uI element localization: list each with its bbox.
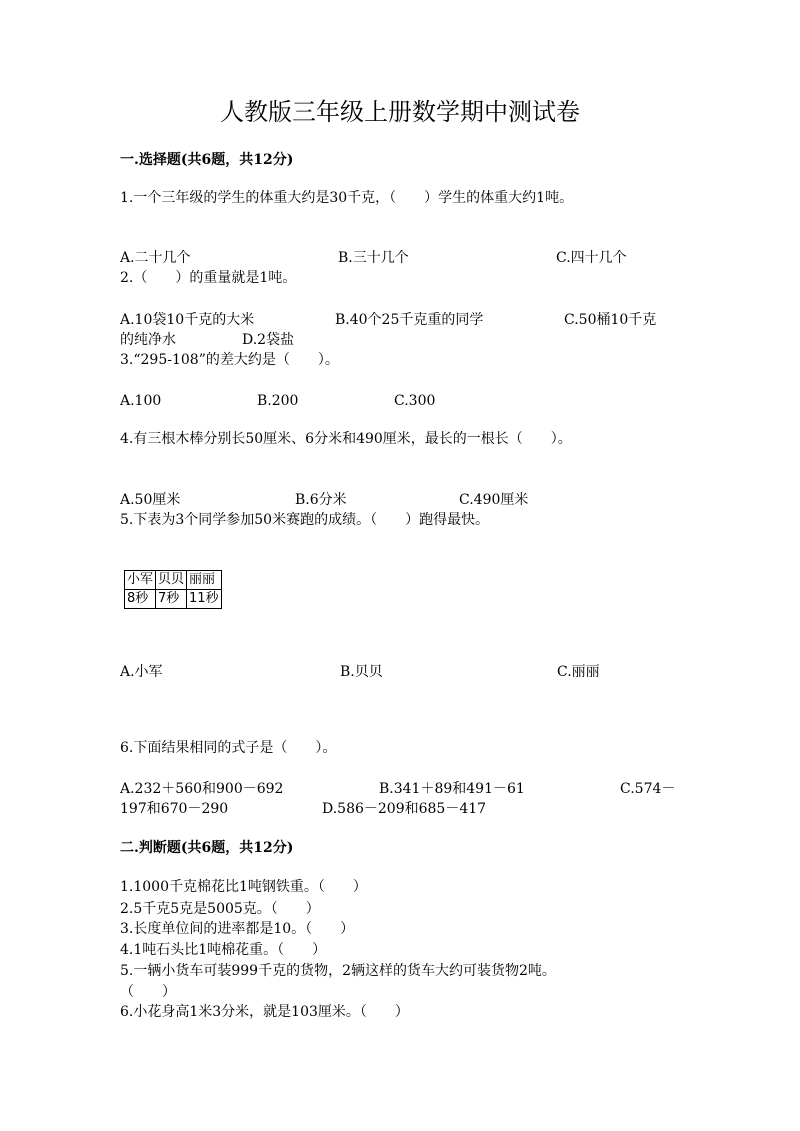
judge-item-1: 1.1000千克棉花比1吨钢铁重。（ ） — [120, 879, 367, 895]
judge-item-5: 5.一辆小货车可装999千克的货物，2辆这样的货车大约可装货物2吨。 — [120, 963, 556, 979]
table-header-row — [125, 571, 222, 590]
question-5-option-c: C.丽丽 — [557, 664, 600, 680]
question-4-stem: 4.有三根木棒分别长50厘米、6分米和490厘米，最长的一根长（ ）。 — [120, 431, 572, 447]
question-2-stem: 2.（ ）的重量就是1吨。 — [120, 270, 297, 286]
question-3-option-a: A.100 — [120, 393, 162, 409]
question-4-option-b: B.6分米 — [295, 492, 347, 508]
table-header-cell: 丽丽 — [187, 571, 222, 590]
question-1-option-a: A.二十几个 — [120, 250, 191, 266]
judge-item-5-bracket: （ ） — [120, 984, 176, 1000]
question-3-option-b: B.200 — [257, 393, 299, 409]
question-2-option-a: A.10袋10千克的大米 — [120, 312, 255, 328]
question-2-option-c-continued: 的纯净水 — [120, 332, 176, 348]
judge-item-4: 4.1吨石头比1吨棉花重。（ ） — [120, 942, 327, 958]
question-1-option-c: C.四十几个 — [556, 250, 627, 266]
table-cell: 7秒 — [156, 590, 187, 609]
question-6-option-a: A.232＋560和900－692 — [120, 781, 284, 797]
question-5-stem: 5.下表为3个同学参加50米赛跑的成绩。（ ）跑得最快。 — [120, 512, 490, 528]
question-5-option-a: A.小军 — [120, 664, 163, 680]
race-results-table — [124, 570, 222, 609]
question-5-option-b: B.贝贝 — [340, 664, 383, 680]
page-title: 人教版三年级上册数学期中测试卷 — [220, 98, 580, 126]
question-6-stem: 6.下面结果相同的式子是（ ）。 — [120, 740, 337, 756]
judge-item-2: 2.5千克5克是5005克。（ ） — [120, 901, 320, 917]
section-heading-choice: 一.选择题(共6题，共12分) — [120, 152, 294, 168]
section-heading-judge: 二.判断题(共6题，共12分) — [120, 840, 294, 856]
question-3-option-c: C.300 — [394, 393, 436, 409]
question-6-option-c: C.574－ — [620, 781, 676, 797]
question-1-stem: 1.一个三年级的学生的体重大约是30千克，（ ）学生的体重大约1吨。 — [120, 190, 574, 206]
question-1-option-b: B.三十几个 — [338, 250, 409, 266]
question-4-option-a: A.50厘米 — [120, 492, 181, 508]
table-cell: 11秒 — [187, 590, 222, 609]
table-cell: 8秒 — [125, 590, 156, 609]
question-6-option-c-continued: 197和670－290 — [120, 801, 229, 817]
question-3-stem: 3.“295-108”的差大约是（ ）。 — [120, 352, 339, 368]
judge-item-3: 3.长度单位间的进率都是10。（ ） — [120, 921, 355, 937]
question-2-option-b: B.40个25千克重的同学 — [335, 312, 484, 328]
question-6-option-d: D.586－209和685－417 — [322, 801, 487, 817]
table-header-cell: 小军 — [125, 571, 156, 590]
question-2-option-d: D.2袋盐 — [242, 332, 295, 348]
table-header-cell: 贝贝 — [156, 571, 187, 590]
judge-item-6: 6.小花身高1米3分米，就是103厘米。（ ） — [120, 1004, 409, 1020]
question-4-option-c: C.490厘米 — [459, 492, 529, 508]
question-2-option-c: C.50桶10千克 — [564, 312, 657, 328]
table-row — [125, 590, 222, 609]
question-6-option-b: B.341＋89和491－61 — [379, 781, 525, 797]
